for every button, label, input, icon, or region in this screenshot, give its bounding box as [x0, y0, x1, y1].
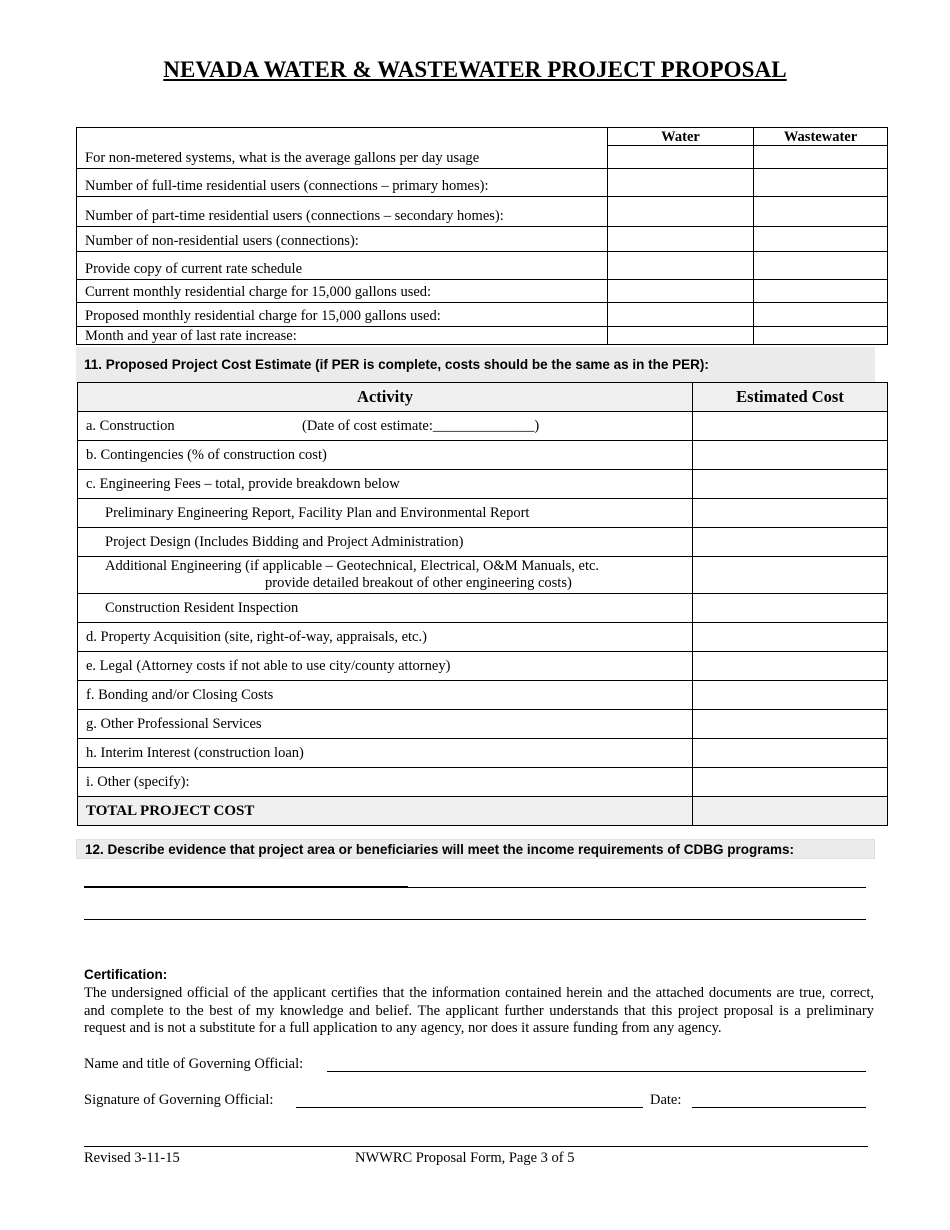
signature-line[interactable] [296, 1107, 643, 1108]
cost-row-label: Preliminary Engineering Report, Facility Plan and Environmental Report [78, 499, 693, 528]
construction-label: a. Construction [86, 417, 175, 434]
inspection-cost-input[interactable] [693, 594, 888, 623]
page-title: NEVADA WATER & WASTEWATER PROJECT PROPOSAL [163, 57, 787, 82]
certification-heading: Certification: [84, 967, 168, 982]
cost-row-label: e. Legal (Attorney costs if not able to use city/county attorney) [78, 652, 693, 681]
evidence-line-1-bold [84, 886, 408, 888]
wastewater-parttime-input[interactable] [754, 197, 888, 227]
footer-page: NWWRC Proposal Form, Page 3 of 5 [355, 1150, 575, 1166]
water-last-increase-input[interactable] [608, 327, 754, 345]
water-current-charge-input[interactable] [608, 280, 754, 303]
usage-row [77, 146, 888, 169]
total-cost-input[interactable] [693, 797, 888, 826]
cost-row-label: g. Other Professional Services [78, 710, 693, 739]
wastewater-rate-schedule-input[interactable] [754, 252, 888, 280]
wastewater-current-charge-input[interactable] [754, 280, 888, 303]
construction-date: (Date of cost estimate:______________) [302, 417, 540, 434]
additional-engineering-line2: provide detailed breakout of other engineering costs) [265, 575, 572, 591]
footer-rule [84, 1146, 868, 1147]
usage-row [77, 197, 888, 227]
usage-header-blank [77, 128, 608, 146]
usage-row-label: Month and year of last rate increase: [77, 327, 608, 345]
engineering-cost-input[interactable] [693, 470, 888, 499]
cost-row-label: c. Engineering Fees – total, provide breakdown below [78, 470, 693, 499]
water-gpd-input[interactable] [608, 146, 754, 169]
usage-header-row [77, 128, 888, 146]
wastewater-fulltime-input[interactable] [754, 169, 888, 197]
usage-row [77, 280, 888, 303]
cost-row-label: d. Property Acquisition (site, right-of-way, appraisals, etc.) [78, 623, 693, 652]
cost-row [78, 470, 888, 499]
water-parttime-input[interactable] [608, 197, 754, 227]
usage-row-label: For non-metered systems, what is the average gallons per day usage [77, 146, 608, 169]
header-wastewater: Wastewater [754, 128, 888, 146]
cost-row-label: Construction Resident Inspection [78, 594, 693, 623]
usage-row-label: Current monthly residential charge for 15,000 gallons used: [77, 280, 608, 303]
name-title-label: Name and title of Governing Official: [84, 1056, 304, 1072]
cost-row [78, 652, 888, 681]
cost-row [78, 768, 888, 797]
additional-engineering-cost-input[interactable] [693, 557, 888, 594]
cost-row-construction [78, 412, 888, 441]
section-12-heading: 12. Describe evidence that project area or beneficiaries will meet the income requirements of CDBG programs: [76, 839, 875, 859]
usage-row [77, 227, 888, 252]
other-professional-cost-input[interactable] [693, 710, 888, 739]
cost-row [78, 739, 888, 768]
wastewater-proposed-charge-input[interactable] [754, 303, 888, 327]
total-label: TOTAL PROJECT COST [78, 797, 693, 826]
wastewater-nonresidential-input[interactable] [754, 227, 888, 252]
usage-row [77, 169, 888, 197]
wastewater-gpd-input[interactable] [754, 146, 888, 169]
cost-header-row [78, 383, 888, 412]
name-title-line[interactable] [327, 1071, 866, 1072]
cost-row [78, 710, 888, 739]
usage-row-label: Number of non-residential users (connections): [77, 227, 608, 252]
usage-row-label: Proposed monthly residential charge for 15,000 gallons used: [77, 303, 608, 327]
cost-row [78, 528, 888, 557]
signature-label: Signature of Governing Official: [84, 1092, 274, 1108]
certification-body: The undersigned official of the applicant certifies that the information contained herein and the attached documents are true, correct, and complete to the best of my knowledge and belief. The applicant further understands that this project proposal is a preliminary request and is not a substitute for a full application to any agency, nor does it assure funding from any agency. [84, 985, 874, 1036]
cost-row-label [78, 557, 693, 594]
cost-row-label: f. Bonding and/or Closing Costs [78, 681, 693, 710]
cost-row [78, 441, 888, 470]
cost-row-label: h. Interim Interest (construction loan) [78, 739, 693, 768]
bonding-cost-input[interactable] [693, 681, 888, 710]
date-label: Date: [650, 1092, 682, 1108]
interim-interest-cost-input[interactable] [693, 739, 888, 768]
cost-row [78, 557, 888, 594]
cost-row-label: Project Design (Includes Bidding and Project Administration) [78, 528, 693, 557]
wastewater-last-increase-input[interactable] [754, 327, 888, 345]
property-cost-input[interactable] [693, 623, 888, 652]
per-cost-input[interactable] [693, 499, 888, 528]
date-line[interactable] [692, 1107, 866, 1108]
design-cost-input[interactable] [693, 528, 888, 557]
cost-row [78, 594, 888, 623]
contingencies-cost-input[interactable] [693, 441, 888, 470]
cost-total-row [78, 797, 888, 826]
legal-cost-input[interactable] [693, 652, 888, 681]
footer-revised: Revised 3-11-15 [84, 1150, 180, 1166]
additional-engineering-line1: Additional Engineering (if applicable – Geotechnical, Electrical, O&M Manuals, etc. [105, 558, 600, 574]
water-proposed-charge-input[interactable] [608, 303, 754, 327]
usage-row [77, 252, 888, 280]
usage-row [77, 303, 888, 327]
col-estimated-cost: Estimated Cost [693, 383, 888, 412]
water-fulltime-input[interactable] [608, 169, 754, 197]
other-cost-input[interactable] [693, 768, 888, 797]
cost-row-label: i. Other (specify): [78, 768, 693, 797]
construction-cost-input[interactable] [693, 412, 888, 441]
usage-row-label: Provide copy of current rate schedule [77, 252, 608, 280]
cost-row-label [78, 412, 693, 441]
cost-row [78, 499, 888, 528]
cost-row-label: b. Contingencies (% of construction cost) [78, 441, 693, 470]
header-water: Water [608, 128, 754, 146]
usage-table [76, 127, 888, 345]
cost-row [78, 623, 888, 652]
section-11-heading: 11. Proposed Project Cost Estimate (if PER is complete, costs should be the same as in the PER): [76, 347, 875, 382]
evidence-line-2[interactable] [84, 919, 866, 920]
col-activity: Activity [78, 383, 693, 412]
water-rate-schedule-input[interactable] [608, 252, 754, 280]
cost-row [78, 681, 888, 710]
usage-row-label: Number of part-time residential users (connections – secondary homes): [77, 197, 608, 227]
usage-row-label: Number of full-time residential users (connections – primary homes): [77, 169, 608, 197]
usage-row [77, 327, 888, 345]
cost-estimate-table [77, 382, 888, 826]
water-nonresidential-input[interactable] [608, 227, 754, 252]
